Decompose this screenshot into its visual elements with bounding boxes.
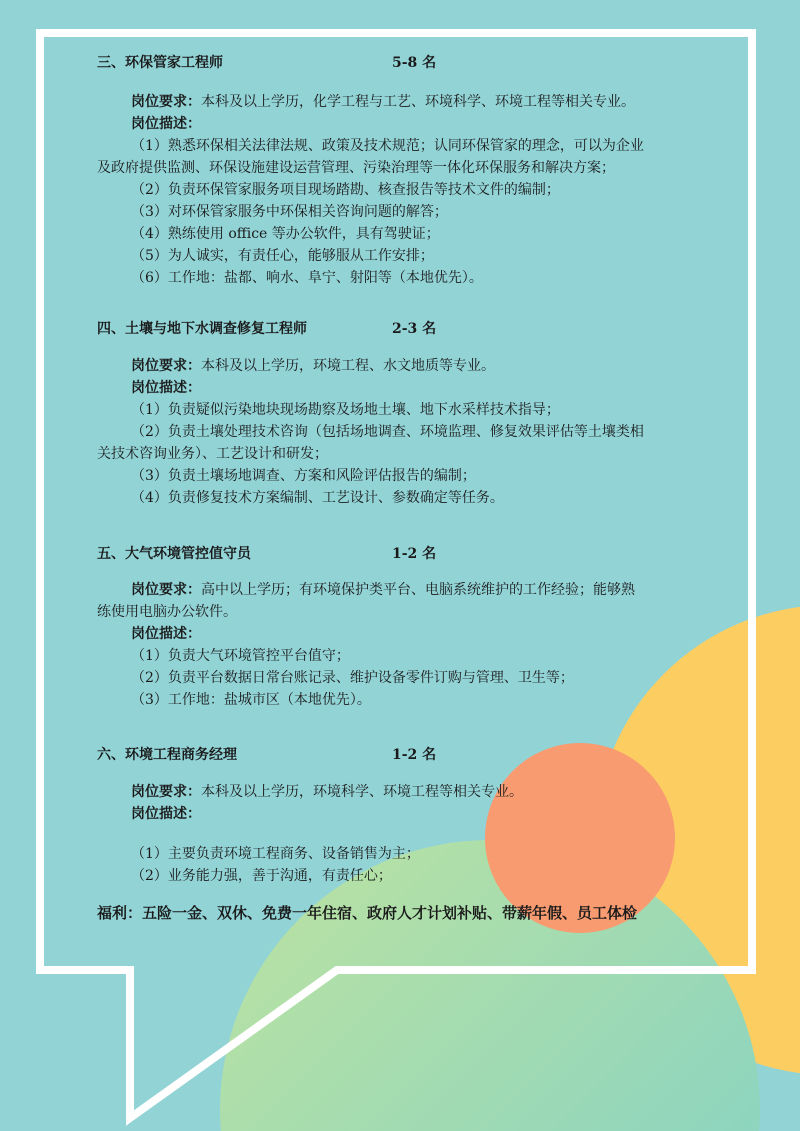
requirement-label: 岗位要求： xyxy=(131,582,201,598)
description-item: （1）熟悉环保相关法律法规、政策及技术规范；认同环保管家的理念，可以为企业 xyxy=(131,138,644,154)
section-title: 四、土壤与地下水调查修复工程师 xyxy=(97,321,307,337)
requirement-line xyxy=(131,355,495,377)
description-item: （3）对环保管家服务中环保相关咨询问题的解答； xyxy=(131,204,448,220)
requirement-text: 高中以上学历；有环境保护类平台、电脑系统维护的工作经验；能够熟 xyxy=(201,582,635,598)
requirement-text: 本科及以上学历，环境科学、环境工程等相关专业。 xyxy=(201,784,523,800)
description-label: 岗位描述： xyxy=(131,116,201,132)
description-item: （2）业务能力强，善于沟通，有责任心； xyxy=(131,868,392,884)
requirement-text: 本科及以上学历，环境工程、水文地质等专业。 xyxy=(201,358,495,374)
description-item: 及政府提供监测、环保设施建设运营管理、污染治理等一体化环保服务和解决方案； xyxy=(97,160,615,176)
section-title: 六、环境工程商务经理 xyxy=(97,747,237,763)
description-item: （3）负责土壤场地调查、方案和风险评估报告的编制； xyxy=(131,468,476,484)
description-item: （1）负责大气环境管控平台值守； xyxy=(131,648,350,664)
section-count: 1-2 名 xyxy=(392,747,437,763)
description-label: 岗位描述： xyxy=(131,626,201,642)
requirement-label: 岗位要求： xyxy=(131,358,201,374)
description-item: （4）熟练使用 office 等办公软件，具有驾驶证； xyxy=(131,226,440,242)
requirement-line xyxy=(131,781,523,803)
requirement-text: 本科及以上学历，化学工程与工艺、环境科学、环境工程等相关专业。 xyxy=(201,94,635,110)
description-label: 岗位描述： xyxy=(131,380,201,396)
description-item: （2）负责环保管家服务项目现场踏勘、核查报告等技术文件的编制； xyxy=(131,182,560,198)
section-count: 2-3 名 xyxy=(392,321,437,337)
requirement-line xyxy=(131,579,635,601)
description-item: （1）主要负责环境工程商务、设备销售为主； xyxy=(131,846,420,862)
description-item: （4）负责修复技术方案编制、工艺设计、参数确定等任务。 xyxy=(131,490,504,506)
section-count: 1-2 名 xyxy=(392,546,437,562)
section-title: 三、环保管家工程师 xyxy=(97,55,223,71)
requirement-label: 岗位要求： xyxy=(131,784,201,800)
description-item: （2）负责平台数据日常台账记录、维护设备零件订购与管理、卫生等； xyxy=(131,670,574,686)
requirement-text-continued: 练使用电脑办公软件。 xyxy=(97,604,237,620)
description-item: （1）负责疑似污染地块现场勘察及场地土壤、地下水采样技术指导； xyxy=(131,402,560,418)
requirement-line xyxy=(131,91,635,113)
requirement-label: 岗位要求： xyxy=(131,94,201,110)
benefits-line: 福利：五险一金、双休、免费一年住宿、政府人才计划补贴、带薪年假、员工体检 xyxy=(97,904,638,922)
description-item: （3）工作地：盐城市区（本地优先）。 xyxy=(131,692,371,708)
description-item: （6）工作地：盐都、响水、阜宁、射阳等（本地优先）。 xyxy=(131,270,483,286)
description-item: 关技术咨询业务）、工艺设计和研发； xyxy=(97,446,328,462)
description-item: （2）负责土壤处理技术咨询（包括场地调查、环境监理、修复效果评估等土壤类相 xyxy=(131,424,644,440)
section-count: 5-8 名 xyxy=(392,55,437,71)
description-label: 岗位描述： xyxy=(131,806,201,822)
description-item: （5）为人诚实，有责任心，能够服从工作安排； xyxy=(131,248,434,264)
section-title: 五、大气环境管控值守员 xyxy=(97,546,251,562)
